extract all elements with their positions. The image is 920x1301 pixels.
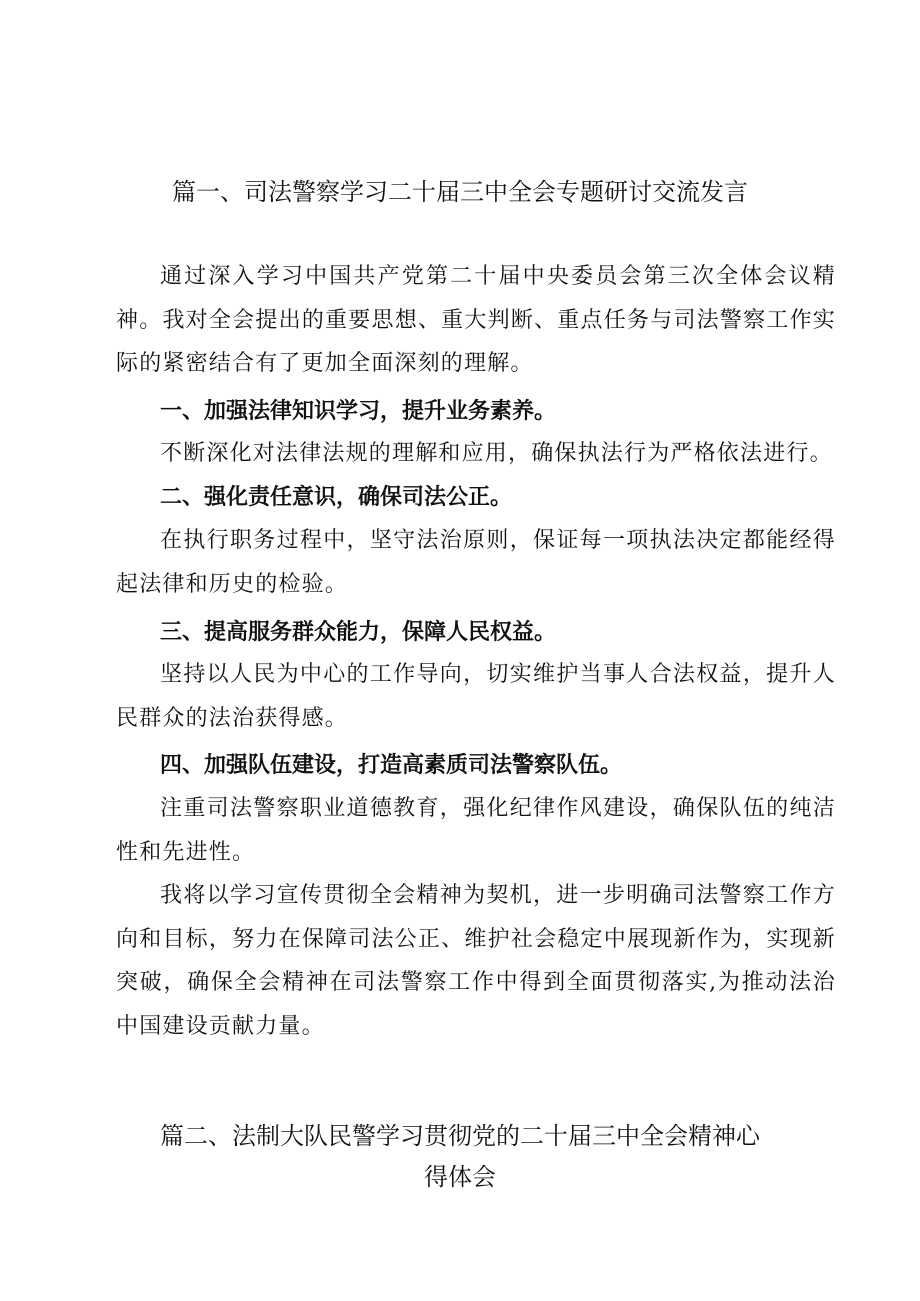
- article-1-conclusion: 我将以学习宣传贯彻全会精神为契机，进一步明确司法警察工作方向和目标，努力在保障司法公正、维护社会稳定中展现新作为，实现新突破，确保全会精神在司法警察工作中得到全面贯彻落实,为推动法治中国建设贡献力量。: [116, 883, 836, 1039]
- section-2-heading: 二、强化责任意识，确保司法公正。: [160, 485, 513, 510]
- section-1-body: 不断深化对法律法规的理解和应用，确保执法行为严格依法进行。: [160, 441, 833, 466]
- section-4-body: 注重司法警察职业道德教育，强化纪律作风建设，确保队伍的纯洁性和先进性。: [116, 796, 836, 865]
- article-2-title-line-2: 得体会: [424, 1163, 496, 1191]
- section-3-heading: 三、提高服务群众能力，保障人民权益。: [160, 620, 557, 645]
- article-1-title: 篇一、司法警察学习二十届三中全会专题研讨交流发言: [172, 178, 748, 206]
- article-1-intro: 通过深入学习中国共产党第二十届中央委员会第三次全体会议精神。我对全会提出的重要思想、重大判断、重点任务与司法警察工作实际的紧密结合有了更加全面深刻的理解。: [116, 264, 836, 376]
- article-2-title-line-1: 篇二、法制大队民警学习贯彻党的二十届三中全会精神心: [160, 1122, 760, 1150]
- section-3-body: 坚持以人民为中心的工作导向，切实维护当事人合法权益，提升人民群众的法治获得感。: [116, 662, 836, 731]
- section-1-heading: 一、加强法律知识学习，提升业务素养。: [160, 399, 557, 424]
- section-2-body: 在执行职务过程中，坚守法治原则，保证每一项执法决定都能经得起法律和历史的检验。: [116, 528, 836, 597]
- section-4-heading: 四、加强队伍建设，打造高素质司法警察队伍。: [160, 753, 623, 778]
